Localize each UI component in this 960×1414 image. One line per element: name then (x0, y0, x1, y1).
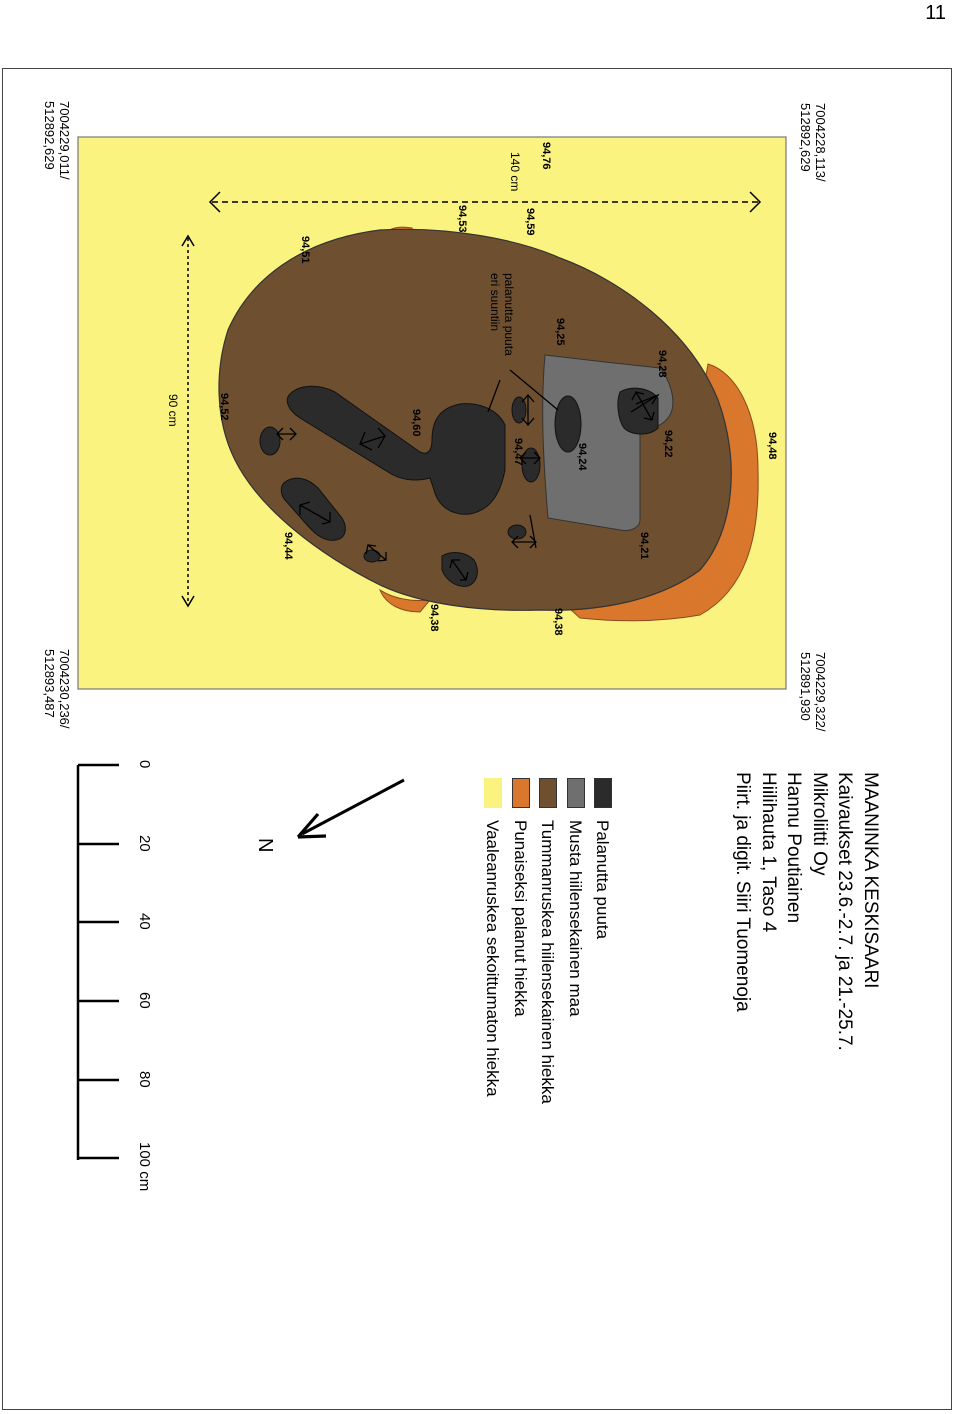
scale-label: 40 (136, 913, 153, 930)
legend-swatch-burned-sand (512, 778, 530, 808)
elevation-label: 94,22 (662, 430, 674, 458)
elevation-label: 94,21 (638, 532, 650, 560)
page-number: 11 (925, 2, 946, 24)
excavation-dates: Kaivaukset 23.6.-2.7. ja 21.-25.7. (834, 772, 856, 1051)
legend-swatch-charcoal-soil (567, 778, 585, 808)
scale-label: 100 cm (136, 1142, 153, 1192)
elevation-label: 94,60 (410, 409, 422, 437)
legend-swatch-dark-brown-sand (539, 778, 557, 808)
north-label: N (254, 838, 276, 853)
elevation-label: 94,51 (299, 236, 311, 264)
elevation-label: 94,48 (766, 432, 778, 460)
elevation-label: 94,47 (512, 438, 524, 466)
corner-coordinate-bottom-right: 7004229,322/ 512891,930 (798, 652, 828, 732)
corner-coordinate-top-right: 7004228,113/ 512892,629 (798, 103, 828, 182)
dimension-width-label: 90 cm (166, 394, 180, 427)
elevation-label: 94,44 (282, 532, 294, 560)
elevation-label: 94,24 (576, 443, 588, 471)
excavator: Hannu Poutiainen (783, 772, 805, 924)
scale-label: 20 (136, 835, 153, 852)
elevation-label: 94,25 (554, 318, 566, 346)
elevation-label: 94,38 (552, 608, 564, 636)
elevation-label: 94,59 (524, 208, 536, 236)
organisation: Mikroliitti Oy (809, 772, 830, 876)
feature-level: Hiilihauta 1, Taso 4 (758, 772, 779, 933)
drawn-by: Piirt. ja digit. Siiri Tuomenoja (732, 772, 754, 1012)
legend-swatch-burned-wood (594, 778, 612, 808)
burned-wood-piece (512, 397, 526, 423)
scale-bar (78, 765, 119, 1160)
north-arrow-icon (298, 780, 404, 837)
scale-label: 0 (136, 760, 153, 769)
annotation-label: palanutta puuta eri suuntiin (488, 273, 516, 356)
site-title: MAANINKA KESKISAARI (860, 772, 881, 989)
legend-label: Palanutta puuta (593, 820, 612, 940)
corner-coordinate-top-left: 7004229,011/ 512892,629 (42, 101, 72, 180)
scale-label: 80 (136, 1071, 153, 1088)
elevation-label: 94,52 (218, 393, 230, 421)
burned-wood-piece (260, 427, 280, 455)
corner-coordinate-bottom-left: 7004230,236/ 512893,487 (42, 649, 72, 729)
elevation-label: 94,28 (656, 350, 668, 378)
legend-label: Tummanruskea hiilensekainen hiekka (538, 820, 557, 1104)
legend-label: Punaiseksi palanut hiekka (511, 820, 530, 1017)
scale-label: 60 (136, 992, 153, 1009)
legend-swatch-undisturbed-sand (484, 778, 502, 808)
legend-label: Vaaleanruskea sekoittumaton hiekka (483, 820, 502, 1097)
elevation-label: 94,76 (540, 142, 552, 170)
elevation-label: 94,38 (428, 604, 440, 632)
dimension-length-label: 140 cm (508, 152, 522, 192)
elevation-label: 94,53 (456, 205, 468, 233)
info-block (730, 772, 883, 1051)
legend-label: Musta hiilensekainen maa (566, 820, 585, 1017)
